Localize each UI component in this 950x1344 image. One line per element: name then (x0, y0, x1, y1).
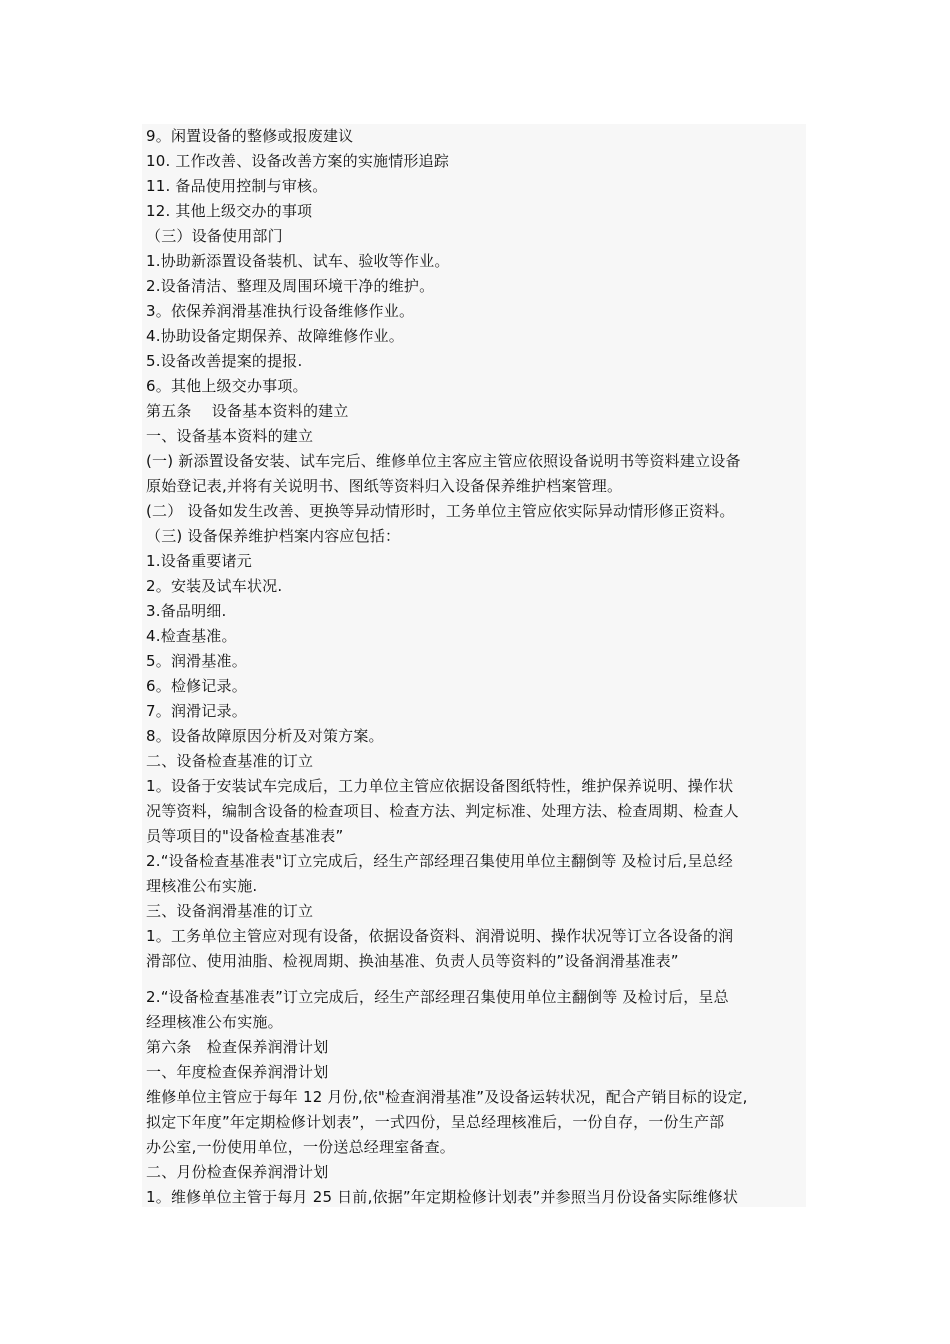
text-line: 1.设备重要诸元 (146, 552, 252, 570)
text-line: 1。设备于安装试车完成后，工力单位主管应依据设备图纸特性，维护保养说明、操作状 (146, 777, 734, 795)
text-line: (二） 设备如发生改善、更换等异动情形时，工务单位主管应依实际异动情形修正资料。 (146, 502, 735, 520)
text-line: (一) 新添置设备安装、试车完后、维修单位主客应主管应依照设备说明书等资料建立设备 (146, 452, 741, 470)
text-line: 1。工务单位主管应对现有设备，依据设备资料、润滑说明、操作状况等订立各设备的润 (146, 927, 734, 945)
text-line: 经理核准公布实施。 (146, 1013, 283, 1031)
article-heading: 第六条 检查保养润滑计划 (146, 1038, 329, 1056)
section-heading: 一、设备基本资料的建立 (146, 427, 314, 445)
text-line: 员等项目的"设备检查基准表” (146, 827, 344, 845)
text-line: 2。安装及试车状况. (146, 577, 283, 595)
text-line: 2.“设备检查基准表”订立完成后，经生产部经理召集使用单位主翻倒等 及检讨后，呈总 (146, 988, 729, 1006)
text-line: 2.“设备检查基准表"订立完成后，经生产部经理召集使用单位主翻倒等 及检讨后,呈总经 (146, 852, 733, 870)
section-heading: 一、年度检查保养润滑计划 (146, 1063, 329, 1081)
section-heading: 三、设备润滑基准的订立 (146, 902, 314, 920)
text-line: 1.协助新添置设备装机、试车、验收等作业。 (146, 252, 450, 270)
text-line: 3。依保养润滑基准执行设备维修作业。 (146, 302, 415, 320)
text-line: 况等资料，编制含设备的检查项目、检查方法、判定标准、处理方法、检查周期、检查人 (146, 802, 739, 820)
text-line: 4.协助设备定期保养、故障维修作业。 (146, 327, 404, 345)
text-line: 8。设备故障原因分析及对策方案。 (146, 727, 384, 745)
text-line: 6。其他上级交办事项。 (146, 377, 308, 395)
text-line: 维修单位主管应于每年 12 月份,依"检查润滑基准”及设备运转状况，配合产销目标的设定, (146, 1088, 748, 1106)
text-line: 10. 工作改善、设备改善方案的实施情形追踪 (146, 152, 450, 170)
text-line: 3.备品明细. (146, 602, 227, 620)
text-line: 办公室,一份使用单位，一份送总经理室备查。 (146, 1138, 455, 1156)
section-heading: 二、月份检查保养润滑计划 (146, 1163, 329, 1181)
text-line: 9。闲置设备的整修或报废建议 (146, 127, 354, 145)
text-line: 5。润滑基准。 (146, 652, 247, 670)
text-line: 原始登记表,并将有关说明书、图纸等资料归入设备保养维护档案管理。 (146, 477, 623, 495)
article-heading: 第五条 设备基本资料的建立 (146, 402, 349, 420)
text-line: 理核准公布实施. (146, 877, 258, 895)
text-line: 滑部位、使用油脂、检视周期、换油基准、负责人员等资料的”设备润滑基准表” (146, 952, 679, 970)
text-line: 5.设备改善提案的提报. (146, 352, 303, 370)
text-line: （三) 设备保养维护档案内容应包括： (146, 527, 401, 545)
text-line: 7。润滑记录。 (146, 702, 247, 720)
text-line: 2.设备清洁、整理及周围环境干净的维护。 (146, 277, 435, 295)
section-heading: （三）设备使用部门 (146, 227, 283, 245)
text-line: 1。维修单位主管于每月 25 日前,依据”年定期检修计划表”并参照当月份设备实际维修状 (146, 1188, 739, 1206)
text-line: 4.检查基准。 (146, 627, 237, 645)
text-line: 12. 其他上级交办的事项 (146, 202, 313, 220)
text-line: 拟定下年度”年定期检修计划表”，一式四份，呈总经理核准后，一份自存，一份生产部 (146, 1113, 725, 1131)
document-text-block (142, 124, 806, 1207)
section-heading: 二、设备检查基准的订立 (146, 752, 314, 770)
text-line: 11. 备品使用控制与审核。 (146, 177, 328, 195)
text-line: 6。检修记录。 (146, 677, 247, 695)
